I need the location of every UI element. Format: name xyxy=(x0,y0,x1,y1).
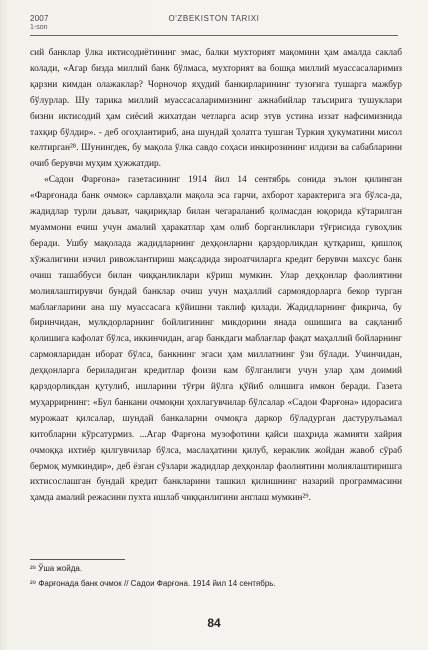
running-header xyxy=(30,14,398,36)
footnote: ²⁹ Фарғонада банк очмок // Садои Фарғона. 1914 йил 14 сентябрь. xyxy=(30,578,276,588)
header-journal-title: O'ZBEKISTON TARIXI xyxy=(168,14,260,23)
body-paragraph: «Садои Фарғона» газетасининг 1914 йил 14 сентябрь сонида эълон қилинган «Фарғонада банк очмок» сарлавҳали мақола эса гарчи, ахборот характерига эга бўлса-да, жадидлар турли даъват, чақириқлар билан чегараланиб қолмасдан юқорида кўтарилган муаммони ечиш учун амалий ҳаракатлар ҳам олиб борганликлари тўғрисида гувоҳлик беради. Ушбу мақолада жадидларнинг деҳқонларни қарздорликдан қутқариш, қишлоқ хўжалигини изчил ривожлантириш мақсадида зироатчиларга кредит берувчи махсус банк очиш ташаббуси билан чиққанликлари кўриш мумкин. Улар деҳқонлар фаолиятини молиялаштирувчи бундай банклар очиш учун маҳаллий сармоядорларга бекор турган маблағларини ана шу муассасага кўйишни таклиф қилади. Жадидларнинг фикрича, бу биринчидан, мулкдорларнинг бойлигининг микдорини янада ошишига ва сақланиб қолишига кафолат бўлса, иккинчидан, агар банкдаги маблағлар фақат маҳаллий бойларнинг сармояларидан иборат бўлса, банкнинг эгаси ҳам миллатнинг ўзи бўлади. Учинчидан, деҳқонларга бериладиган кредитлар фоизи кам бўлганлиги учун улар ҳам доимий қарздорликдан қутулиб, ишларини тўғри йўлга қўйиб олишига имкон беради. Газета муҳаррирнинг: «Бул банкани очмоқни ҳохлагувчилар бўлсалар «Садои Фарғона» идорасига мурожаат қилсалар, шундай банкаларни очмоқга даркор бўладурган дастурулъамал китобларни кўрсатурмиз. ...Агар Фарғона музофотини қайси шаҳрида жамияти хайрия очмоққа ихтиёр қилгувчилар бўлса, маслаҳатини қилуб, кераклик жойдан жавоб сўраб бермоқ мумкиндир», деб ёзган сўзлари жадидлар деҳқонлар фаолиятини молиялаштиришга ихтисослашган бундай кредит банкларини ташкил қилишнинг назарий программасини ҳамда амалий режасини пухта ишлаб чиққанлигини англаш мумкин²⁹. xyxy=(30,175,402,504)
footnote-separator xyxy=(30,559,125,560)
header-issue: 1-son xyxy=(30,24,48,31)
header-year: 2007 xyxy=(30,14,49,23)
body-paragraph: сий банклар ўлка иктисодиётининг эмас, балки мухторият мақомини ҳам амалда саклаб колади, «Агар бизда миллий банк бўлмаса, мухторият ва бошқа миллий муассасаларимиз қарзни кимдан олажаклар? Чорночор яҳудий банкирларининг тузоғига тушарга мажбур бўлурлар. Шу тарика миллий муассасаларимизнинг ажнабийлар таъсирига тушуклари бизни иктисодий ҳам сиёсий жихатдан четларга асир этув устина иззат нафсимизнида тахқир бўлдир». - деб огоҳлантириб, ана шундай ҳолатга тушган Туркия ҳукуматини мисол келтирган²⁸. Шунингдек, бу мақола ўлка савдо соҳаси инкирозининг илдизи ва сабабларини очиб берувчи муҳим ҳужжатдир. xyxy=(30,48,402,170)
page-number: 84 xyxy=(207,616,221,630)
footnote: ²⁸ Ўша жойда. xyxy=(30,564,83,573)
article-body xyxy=(30,46,402,507)
header-rule xyxy=(30,35,398,36)
footnotes xyxy=(30,563,402,592)
